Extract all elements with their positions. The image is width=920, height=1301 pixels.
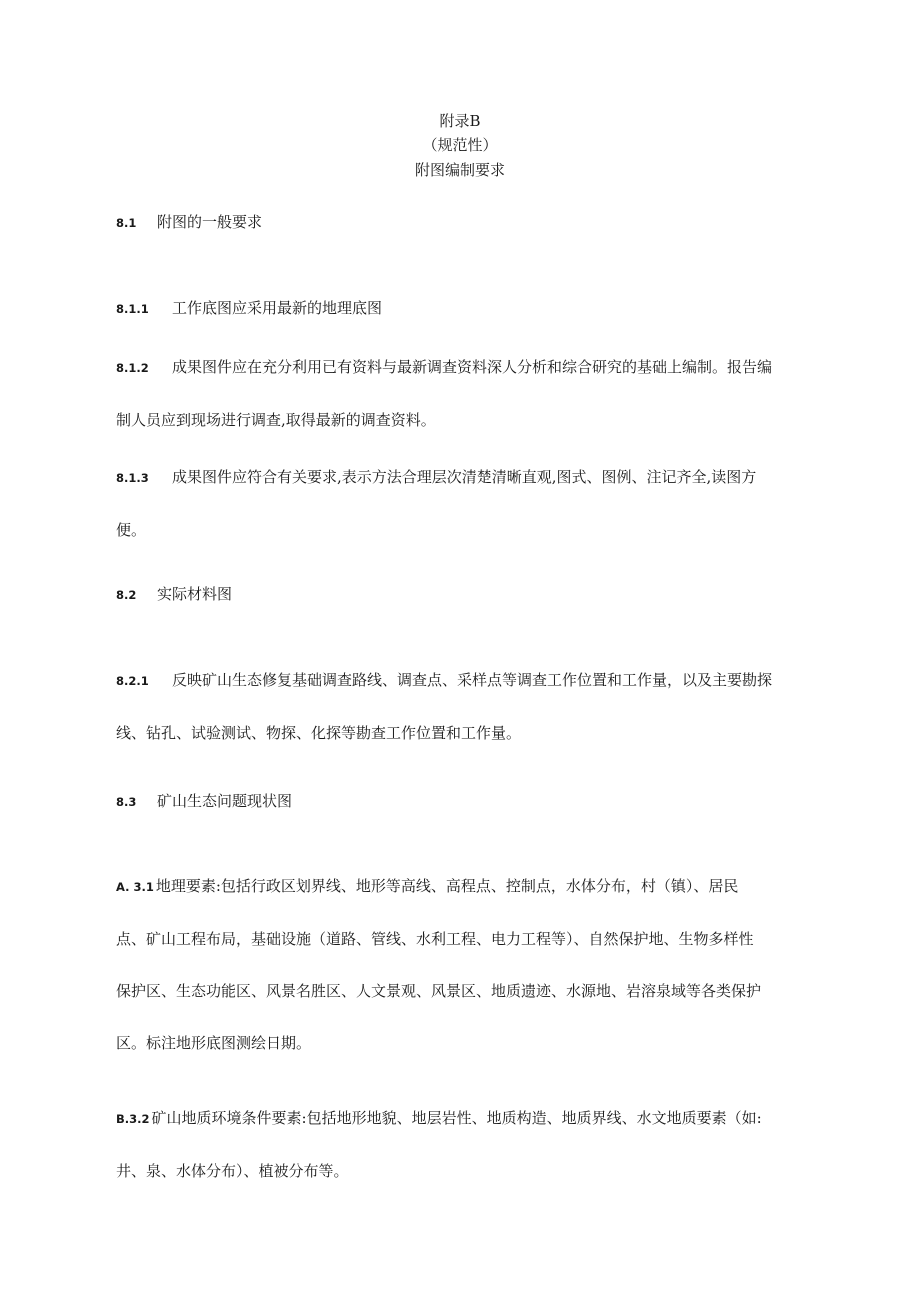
section-title: 矿山生态问题现状图 [157,792,293,810]
paragraph-line: 线、钻孔、试验测试、物探、化探等勘查工作位置和工作量。 [116,724,522,742]
paragraph-line: 保护区、生态功能区、风景名胜区、人文景观、风景区、地质遗迹、水源地、岩溶泉域等各类保护 [116,982,762,1000]
section-title: 附图的一般要求 [157,213,263,231]
paragraph-line [116,341,851,394]
section-number: A. 3.1 [116,880,154,894]
paragraph-line: 便。 [116,521,147,539]
section-title: 实际材料图 [157,585,233,603]
section-8-2-1 [116,654,851,759]
section-b-3-2 [116,1092,851,1197]
paragraph-line [116,451,851,504]
section-8-1-3 [116,451,851,556]
appendix-nature: （规范性） [422,136,498,154]
paragraph-line: 制人员应到现场进行调查,取得最新的调查资料。 [116,411,436,429]
section-8-2 [116,584,232,605]
paragraph-text: 矿山地质环境条件要素:包括地形地貌、地层岩性、地质构造、地质界线、水文地质要素（如: [151,1109,762,1127]
section-8-1-1 [116,298,382,319]
paragraph-text: 成果图件应在充分利用已有资料与最新调查资料深人分析和综合研究的基础上编制。报告编 [172,358,773,376]
paragraph-text: 成果图件应符合有关要求,表示方法合理层次清楚清晰直观,图式、图例、注记齐全,读图方 [172,468,757,486]
section-8-1 [116,212,262,233]
section-number: 8.3 [116,795,137,809]
section-number: 8.1.2 [116,361,149,375]
paragraph-line [116,860,851,913]
paragraph-text: 反映矿山生态修复基础调查路线、调查点、采样点等调查工作位置和工作量，以及主要勘探 [172,671,773,689]
section-number: 8.2.1 [116,674,149,688]
section-number: 8.2 [116,588,137,602]
section-number: 8.1.1 [116,302,149,316]
section-8-3 [116,791,292,812]
paragraph-line: 井、泉、水体分布）、植被分布等。 [116,1162,349,1180]
appendix-title: 附录B [439,112,481,130]
paragraph-line [116,654,851,707]
section-number: B.3.2 [116,1112,150,1126]
section-text: 工作底图应采用最新的地理底图 [172,299,383,317]
section-number: 8.1.3 [116,471,149,485]
paragraph-line: 区。标注地形底图测绘日期。 [116,1034,312,1052]
paragraph-line: 点、矿山工程布局，基础设施（道路、管线、水利工程、电力工程等）、自然保护地、生物多样性 [116,930,754,948]
section-8-1-2 [116,341,851,446]
section-number: 8.1 [116,216,137,230]
section-a-3-1 [116,860,851,1069]
paragraph-line [116,1092,851,1145]
appendix-subtitle: 附图编制要求 [414,161,505,179]
paragraph-text: 地理要素:包括行政区划界线、地形等高线、高程点、控制点，水体分布，村（镇）、居民 [155,877,739,895]
